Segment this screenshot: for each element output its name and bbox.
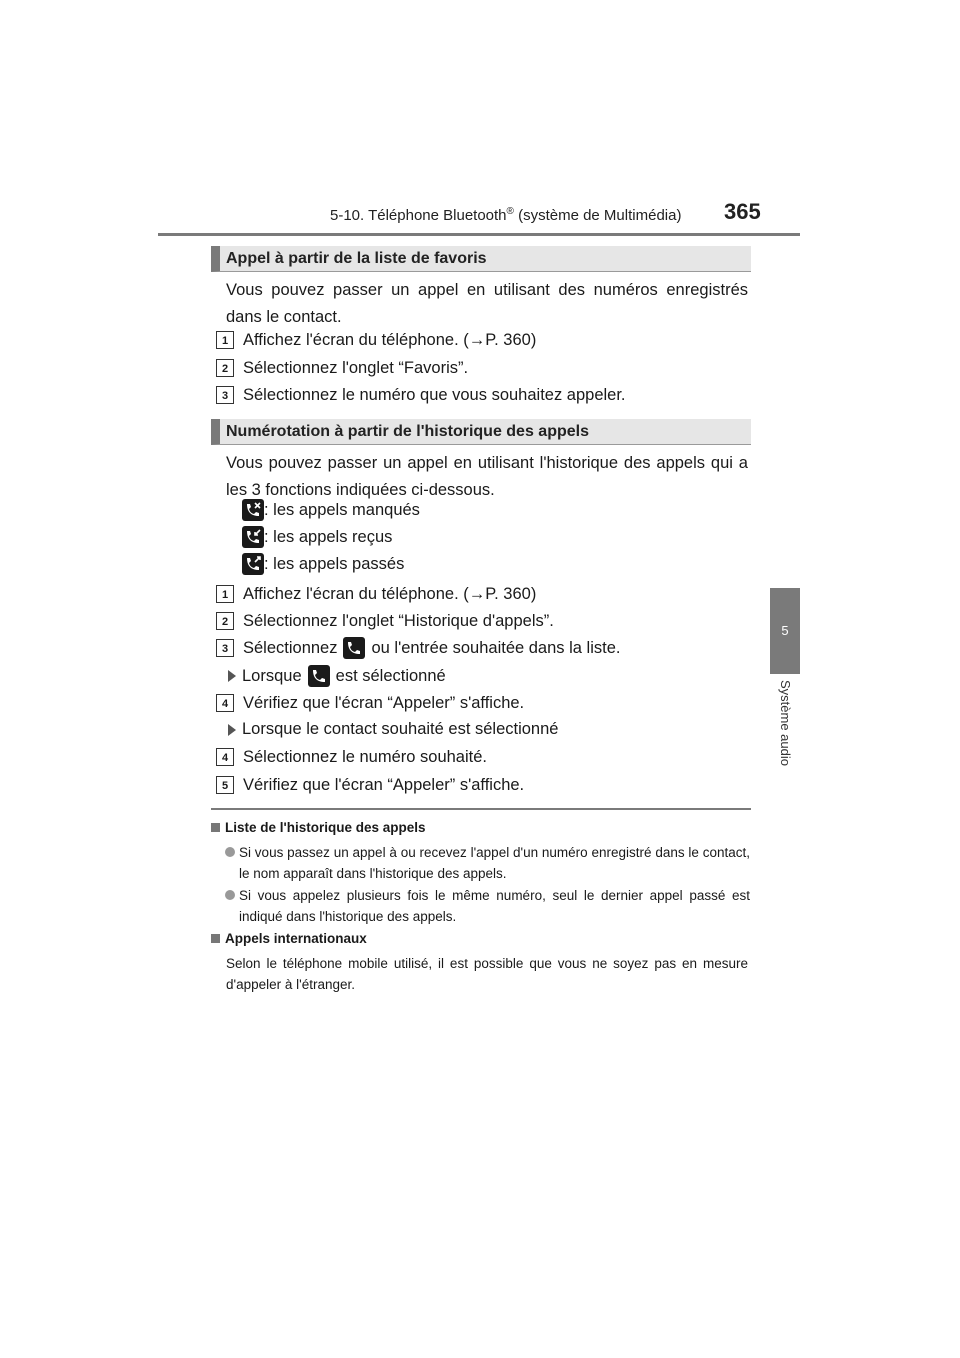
case-contact-selected [228,720,558,739]
step-number: 3 [216,386,234,404]
bullet-text: Si vous passez un appel à ou recevez l'appel d'un numéro enregistré dans le contact, le nom apparaît dans l'historique des appels. [239,845,750,881]
icon-item-text: : les appels reçus [264,527,393,546]
note-title-international [211,931,367,946]
icon-item-text: : les appels passés [264,554,405,573]
arrow-icon [228,670,236,682]
icon-item-missed [242,498,420,522]
section1-intro: Vous pouvez passer un appel en utilisant des numéros enregistrés dans le contact. [226,281,748,326]
square-bullet-icon [211,823,220,832]
step-number: 2 [216,359,234,377]
step-text: Vérifiez que l'écran “Appeler” s'affiche. [243,775,525,794]
step-number: 1 [216,331,234,349]
case-text: Lorsque le contact souhaité est sélectionné [242,720,559,738]
step-number: 4 [216,694,234,712]
step-3b [216,638,620,658]
step-number: 5 [216,776,234,794]
note-title-text: Liste de l'historique des appels [225,820,426,835]
registered-mark: ® [506,206,514,217]
icon-item-incoming [242,525,392,549]
case-text-after: est sélectionné [335,666,446,685]
section-heading-history: Numérotation à partir de l'historique des appels [211,419,751,445]
case-phone-selected [228,665,446,687]
step-number: 3 [216,639,234,657]
square-bullet-icon [211,934,220,943]
step-number: 2 [216,612,234,630]
notes-divider [211,808,751,810]
header-rule [158,233,800,236]
running-header [330,206,681,224]
arrow-icon [228,724,236,736]
bullet-dot-icon [225,890,235,900]
step-text: Sélectionnez l'onglet “Favoris”. [243,358,469,377]
phone-icon [308,665,330,687]
header-title-main: 5-10. Téléphone Bluetooth [330,207,507,224]
step-text: Sélectionnez l'onglet “Historique d'appels”. [243,611,554,630]
section-heading-favorites: Appel à partir de la liste de favoris [211,246,751,272]
phone-icon [343,637,365,659]
note-bullet [225,842,750,884]
step-1 [216,330,536,350]
step-text: Sélectionnez le numéro que vous souhaitez appeler. [243,385,626,404]
step-text-after: ou l'entrée souhaitée dans la liste. [371,638,621,657]
step-3 [216,385,626,405]
chapter-tab: 5 [770,588,800,674]
chapter-label: Système audio [778,680,793,766]
note-international-text: Selon le téléphone mobile utilisé, il est possible que vous ne soyez pas en mesure d'appeler à l'étranger. [226,956,748,992]
step-text: Vérifiez que l'écran “Appeler” s'affiche. [243,693,525,712]
step-text: Sélectionnez le numéro souhaité. [243,747,487,766]
step-2 [216,358,468,378]
bullet-text: Si vous appelez plusieurs fois le même numéro, seul le dernier appel passé est indiqué dans l'historique des appels. [239,888,750,924]
step-1b [216,584,536,604]
step-number: 4 [216,748,234,766]
icon-item-text: : les appels manqués [264,500,420,519]
step-text-before: Sélectionnez [243,638,338,657]
note-title-history [211,820,426,835]
step-2b [216,611,554,631]
step-text: Affichez l'écran du téléphone. (→P. 360) [243,330,537,349]
step-number: 1 [216,585,234,603]
missed-call-icon [242,499,264,521]
icon-item-outgoing [242,552,404,576]
step-5 [216,775,524,795]
outgoing-call-icon [242,553,264,575]
note-title-text: Appels internationaux [225,931,367,946]
step-4b [216,747,487,767]
page-number: 365 [724,199,761,224]
incoming-call-icon [242,526,264,548]
bullet-dot-icon [225,847,235,857]
section2-intro: Vous pouvez passer un appel en utilisant l'historique des appels qui a les 3 fonctions indiquées ci-dessous. [226,454,748,499]
step-4a [216,693,524,713]
step-text: Affichez l'écran du téléphone. (→P. 360) [243,584,537,603]
case-text-before: Lorsque [242,666,302,685]
header-title-rest: (système de Multimédia) [513,207,682,224]
note-bullet [225,885,750,927]
